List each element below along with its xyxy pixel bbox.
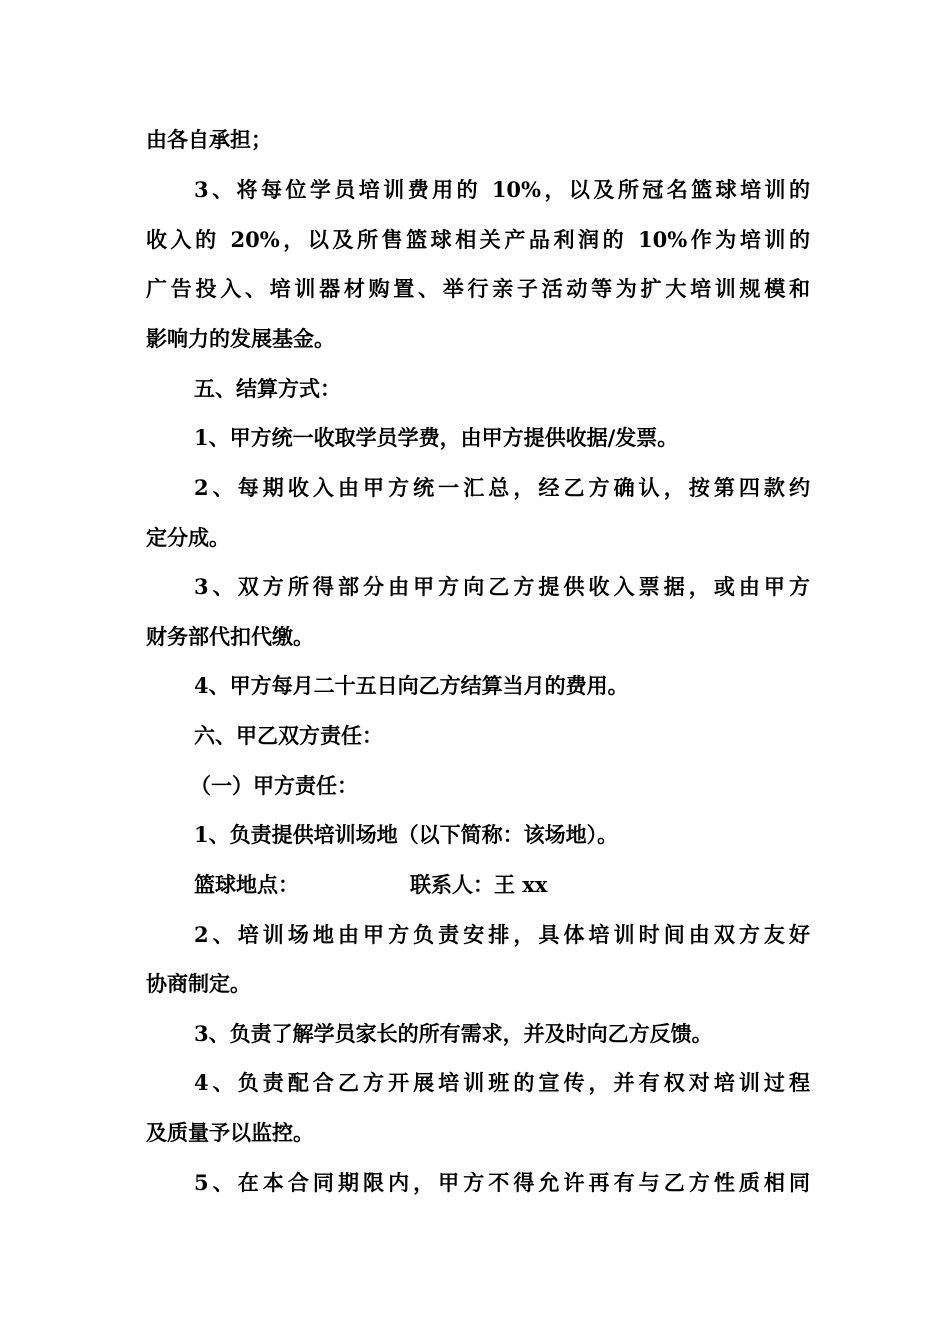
- text-line: 财务部代扣代缴。: [146, 624, 314, 649]
- text-line: 3、负责了解学员家长的所有需求，并及时向乙方反馈。: [194, 1021, 713, 1046]
- text-line: 协商制定。: [146, 971, 251, 996]
- text-line: 影响力的发展基金。: [146, 326, 335, 351]
- text-line: 2、培训场地由甲方负责安排，具体培训时间由双方友好: [194, 922, 810, 947]
- text-line: 2、每期收入由甲方统一汇总，经乙方确认，按第四款约: [194, 475, 810, 500]
- text-line: 5、在本合同期限内，甲方不得允许再有与乙方性质相同: [194, 1170, 810, 1195]
- contact-person: 联系人：王 xx: [410, 872, 548, 897]
- text-line: 及质量予以监控。: [146, 1120, 314, 1145]
- text-line: 1、负责提供培训场地（以下简称：该场地）。: [194, 822, 619, 847]
- text-line: 广告投入、培训器材购置、举行亲子活动等为扩大培训规模和: [146, 276, 810, 301]
- text-line: 4、甲方每月二十五日向乙方结算当月的费用。: [194, 673, 629, 698]
- section-heading: 五、结算方式：: [194, 376, 341, 401]
- text-line: 3、将每位学员培训费用的 10%，以及所冠名篮球培训的: [194, 177, 810, 202]
- text-line: 1、甲方统一收取学员学费，由甲方提供收据/发票。: [194, 425, 679, 450]
- subsection-heading: （一）甲方责任：: [190, 773, 358, 798]
- section-heading: 六、甲乙双方责任：: [194, 723, 383, 748]
- text-line: 定分成。: [146, 525, 230, 550]
- text-line: 篮球地点：: [194, 872, 299, 897]
- text-line: 收入的 20%，以及所售篮球相关产品利润的 10%作为培训的: [146, 227, 810, 252]
- text-line: 由各自承担；: [146, 127, 272, 152]
- text-line: 4、负责配合乙方开展培训班的宣传，并有权对培训过程: [194, 1070, 810, 1095]
- text-line: 3、双方所得部分由甲方向乙方提供收入票据，或由甲方: [194, 574, 810, 599]
